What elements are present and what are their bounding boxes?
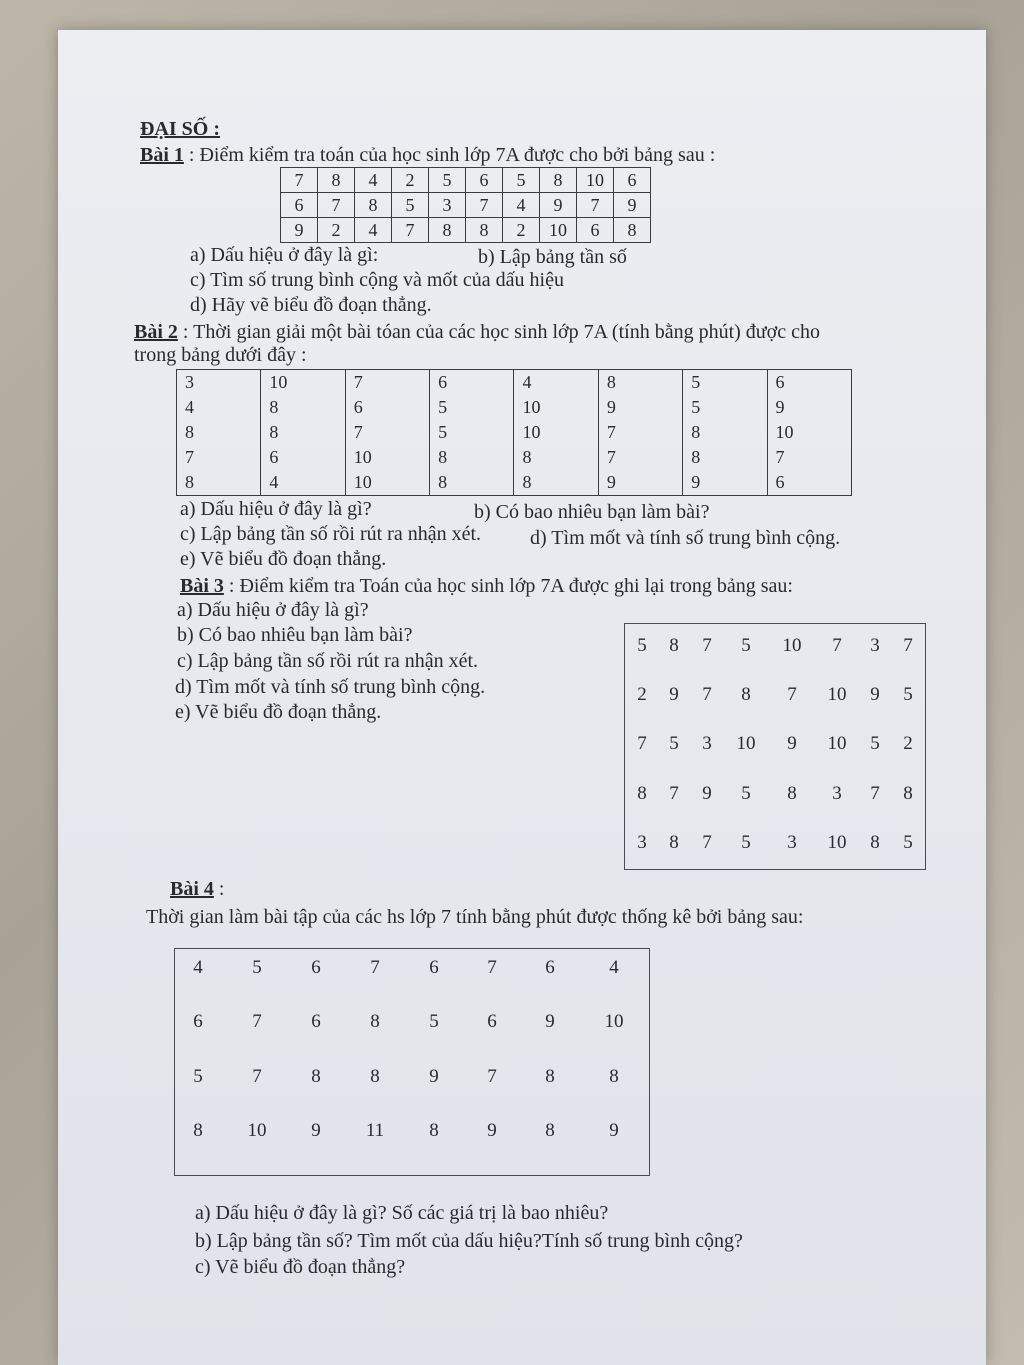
- bai1-table-cell: 8: [318, 168, 355, 193]
- bai2-table-row: [177, 445, 852, 470]
- bai3-question-c: c) Lập bảng tần số rồi rút ra nhận xét.: [177, 650, 479, 672]
- bai2-table-row: [177, 395, 852, 420]
- bai3-table-cell: 8: [903, 783, 913, 804]
- bai3-table-cell: 5: [669, 733, 679, 754]
- bai1-label: Bài 1: [140, 144, 184, 166]
- bai3-table-cell: 10: [827, 684, 847, 705]
- bai2-table-cell: 10: [345, 470, 429, 496]
- bai2-table-cell: 8: [177, 420, 261, 445]
- bai3-table-cell: 7: [787, 684, 797, 705]
- bai1-table-cell: 10: [577, 168, 614, 193]
- bai3-table-cell: 9: [870, 684, 880, 705]
- bai3-table-cell: 2: [637, 684, 647, 705]
- bai1-question-b: b) Lập bảng tần số: [478, 246, 627, 268]
- bai3-table-cell: 7: [903, 635, 913, 656]
- bai4-heading: [170, 877, 224, 901]
- bai3-table-cell: 7: [702, 684, 712, 705]
- bai1-table-cell: 5: [429, 168, 466, 193]
- bai4-table-cell: 6: [487, 1011, 497, 1032]
- bai1-table-cell: 9: [281, 218, 318, 243]
- bai2-table-cell: 8: [261, 395, 345, 420]
- bai2-table-cell: 4: [177, 395, 261, 420]
- bai2-table-cell: 6: [767, 370, 851, 396]
- bai4-table-cell: 10: [604, 1011, 624, 1032]
- bai3-question-d: d) Tìm mốt và tính số trung bình cộng.: [175, 676, 486, 698]
- bai4-table-cell: 7: [370, 957, 380, 978]
- bai3-table-cell: 7: [702, 832, 712, 853]
- bai4-table-cell: 10: [247, 1120, 267, 1141]
- bai3-table-cell: 7: [832, 635, 842, 656]
- bai2-table-cell: 6: [430, 370, 514, 396]
- bai3-table-cell: 10: [736, 733, 756, 754]
- bai4-table-cell: 8: [311, 1066, 321, 1087]
- bai4-table-cell: 6: [193, 1011, 203, 1032]
- bai2-table-cell: 7: [598, 420, 682, 445]
- bai2-table-cell: 8: [683, 420, 767, 445]
- bai1-table-cell: 8: [429, 218, 466, 243]
- bai3-table-cell: 3: [787, 832, 797, 853]
- bai2-table-cell: 8: [514, 470, 598, 496]
- bai4-intro: Thời gian làm bài tập của các hs lớp 7 tính bằng phút được thống kê bởi bảng sau:: [146, 906, 804, 928]
- bai1-table-cell: 10: [540, 218, 577, 243]
- bai4-table-cell: 9: [429, 1066, 439, 1087]
- bai4-table-cell: 8: [609, 1066, 619, 1087]
- bai2-table-cell: 5: [683, 395, 767, 420]
- bai2-table-cell: 7: [177, 445, 261, 470]
- bai1-table-cell: 7: [466, 193, 503, 218]
- bai1-table-cell: 8: [466, 218, 503, 243]
- bai1-question-a: a) Dấu hiệu ở đây là gì:: [190, 244, 379, 266]
- bai4-table-cell: 7: [252, 1066, 262, 1087]
- bai2-question-d: d) Tìm mốt và tính số trung bình cộng.: [530, 527, 841, 549]
- bai2-table-cell: 3: [177, 370, 261, 396]
- bai4-table-cell: 6: [429, 957, 439, 978]
- bai3-table-cell: 2: [903, 733, 913, 754]
- bai1-table-cell: 7: [281, 168, 318, 193]
- bai4-table-cell: 9: [609, 1120, 619, 1141]
- bai3-table-cell: 5: [903, 684, 913, 705]
- bai1-table-cell: 6: [614, 168, 651, 193]
- bai3-label: Bài 3: [180, 575, 224, 597]
- bai3-table-cell: 3: [870, 635, 880, 656]
- bai1-question-d: d) Hãy vẽ biểu đồ đoạn thẳng.: [190, 294, 432, 316]
- bai3-table-cell: 8: [787, 783, 797, 804]
- bai3-table-cell: 5: [637, 635, 647, 656]
- bai4-table-cell: 4: [609, 957, 619, 978]
- bai1-table-cell: 7: [318, 193, 355, 218]
- bai1-table-cell: 2: [318, 218, 355, 243]
- bai4-table-cell: 8: [429, 1120, 439, 1141]
- bai3-table-cell: 9: [787, 733, 797, 754]
- bai2-table-cell: 8: [261, 420, 345, 445]
- bai3-table-cell: 8: [741, 684, 751, 705]
- bai1-table-cell: 7: [577, 193, 614, 218]
- bai2-table-cell: 5: [683, 370, 767, 396]
- bai4-colon: :: [213, 878, 225, 900]
- bai4-table-cell: 8: [370, 1011, 380, 1032]
- bai2-table-cell: 5: [430, 395, 514, 420]
- bai3-table-cell: 7: [637, 733, 647, 754]
- bai3-heading: [180, 574, 793, 598]
- bai1-table-cell: 3: [429, 193, 466, 218]
- bai4-table-cell: 8: [370, 1066, 380, 1087]
- bai1-table-cell: 4: [355, 218, 392, 243]
- bai1-table-cell: 6: [577, 218, 614, 243]
- bai1-table-row: [281, 168, 651, 193]
- bai3-table-cell: 7: [702, 635, 712, 656]
- bai2-table-cell: 8: [683, 445, 767, 470]
- bai2-question-c: c) Lập bảng tần số rồi rút ra nhận xét.: [180, 523, 482, 545]
- bai4-table-cell: 6: [545, 957, 555, 978]
- bai2-table-cell: 6: [767, 470, 851, 496]
- bai1-table-cell: 6: [466, 168, 503, 193]
- bai4-table-cell: 4: [193, 957, 203, 978]
- bai3-table-cell: 10: [782, 635, 802, 656]
- bai3-table-cell: 7: [870, 783, 880, 804]
- bai3-table-cell: 9: [702, 783, 712, 804]
- bai2-table-cell: 7: [767, 445, 851, 470]
- bai2-table-cell: 9: [598, 470, 682, 496]
- bai2-table-cell: 9: [683, 470, 767, 496]
- bai3-table-cell: 8: [669, 635, 679, 656]
- bai1-table-cell: 7: [392, 218, 429, 243]
- bai2-table-cell: 7: [345, 420, 429, 445]
- bai2-heading: [134, 320, 820, 344]
- bai2-table-cell: 9: [598, 395, 682, 420]
- bai1-table-cell: 9: [614, 193, 651, 218]
- bai2-table-cell: 8: [430, 445, 514, 470]
- bai2-table-cell: 7: [345, 370, 429, 396]
- bai1-table-cell: 8: [540, 168, 577, 193]
- bai4-table-cell: 6: [311, 1011, 321, 1032]
- bai4-table-cell: 8: [193, 1120, 203, 1141]
- bai2-table-cell: 9: [767, 395, 851, 420]
- bai2-table-cell: 6: [261, 445, 345, 470]
- bai3-table-cell: 3: [637, 832, 647, 853]
- bai2-table-row: [177, 370, 852, 396]
- bai3-table-cell: 5: [870, 733, 880, 754]
- bai1-table-cell: 5: [392, 193, 429, 218]
- bai2-table-cell: 10: [345, 445, 429, 470]
- bai2-table-cell: 4: [261, 470, 345, 496]
- bai2-table-cell: 10: [767, 420, 851, 445]
- bai1-question-c: c) Tìm số trung bình cộng và mốt của dấu hiệu: [190, 269, 564, 291]
- bai1-table-row: [281, 193, 651, 218]
- bai2-question-b: b) Có bao nhiêu bạn làm bài?: [474, 501, 710, 523]
- bai4-table-cell: 7: [252, 1011, 262, 1032]
- bai3-table-cell: 3: [832, 783, 842, 804]
- bai1-table-cell: 6: [281, 193, 318, 218]
- bai2-table-cell: 6: [345, 395, 429, 420]
- bai3-table-cell: 5: [741, 635, 751, 656]
- bai1-table-cell: 8: [355, 193, 392, 218]
- bai1-table-cell: 8: [614, 218, 651, 243]
- bai3-question-e: e) Vẽ biểu đồ đoạn thẳng.: [175, 701, 382, 723]
- bai4-table-cell: 5: [252, 957, 262, 978]
- bai3-intro: : Điểm kiểm tra Toán của học sinh lớp 7A được ghi lại trong bảng sau:: [223, 575, 793, 597]
- bai2-table-cell: 5: [430, 420, 514, 445]
- bai1-table-cell: 2: [392, 168, 429, 193]
- bai4-table-cell: 7: [487, 1066, 497, 1087]
- bai1-heading: [140, 143, 715, 167]
- bai2-table: [176, 369, 852, 496]
- bai3-table-cell: 5: [741, 832, 751, 853]
- bai2-question-e: e) Vẽ biểu đồ đoạn thẳng.: [180, 548, 387, 570]
- bai1-table: [280, 167, 651, 243]
- bai4-question-c: c) Vẽ biểu đồ đoạn thẳng?: [195, 1256, 406, 1278]
- bai4-table-cell: 9: [545, 1011, 555, 1032]
- bai4-table-cell: 5: [193, 1066, 203, 1087]
- bai2-table-cell: 4: [514, 370, 598, 396]
- bai2-table-cell: 8: [430, 470, 514, 496]
- bai1-table-row: [281, 218, 651, 243]
- bai4-table-cell: 7: [487, 957, 497, 978]
- bai1-table-cell: 4: [355, 168, 392, 193]
- bai3-table-cell: 10: [827, 733, 847, 754]
- bai1-intro: : Điểm kiểm tra toán của học sinh lớp 7A được cho bởi bảng sau :: [183, 144, 716, 166]
- bai2-table-cell: 8: [598, 370, 682, 396]
- section-title: ĐẠI SỐ :: [140, 118, 221, 140]
- bai2-table-cell: 8: [177, 470, 261, 496]
- bai1-table-cell: 2: [503, 218, 540, 243]
- bai2-table-row: [177, 470, 852, 496]
- bai1-table-cell: 9: [540, 193, 577, 218]
- bai4-table-cell: 9: [487, 1120, 497, 1141]
- bai1-table-cell: 4: [503, 193, 540, 218]
- bai2-label: Bài 2: [134, 321, 178, 343]
- bai1-table-cell: 5: [503, 168, 540, 193]
- bai2-table-cell: 10: [514, 420, 598, 445]
- bai3-table-cell: 8: [669, 832, 679, 853]
- bai4-question-a: a) Dấu hiệu ở đây là gì? Số các giá trị là bao nhiêu?: [195, 1202, 609, 1224]
- bai2-intro-line2: trong bảng dưới đây :: [134, 344, 307, 366]
- bai2-question-a: a) Dấu hiệu ở đây là gì?: [180, 498, 372, 520]
- bai3-table-cell: 5: [903, 832, 913, 853]
- bai2-table-cell: 8: [514, 445, 598, 470]
- bai3-table-cell: 7: [669, 783, 679, 804]
- bai3-table-cell: 8: [637, 783, 647, 804]
- bai2-table-row: [177, 420, 852, 445]
- bai2-table-cell: 10: [514, 395, 598, 420]
- bai4-question-b: b) Lập bảng tần số? Tìm mốt của dấu hiệu?Tính số trung bình cộng?: [195, 1230, 743, 1252]
- bai3-table-cell: 5: [741, 783, 751, 804]
- bai2-table-cell: 10: [261, 370, 345, 396]
- bai4-table-cell: 11: [365, 1120, 385, 1141]
- bai4-table-cell: 5: [429, 1011, 439, 1032]
- bai4-table-cell: 9: [311, 1120, 321, 1141]
- bai3-table-cell: 8: [870, 832, 880, 853]
- bai4-table-cell: 8: [545, 1120, 555, 1141]
- bai2-table-cell: 7: [598, 445, 682, 470]
- bai3-table-cell: 3: [702, 733, 712, 754]
- bai3-question-a: a) Dấu hiệu ở đây là gì?: [177, 599, 369, 621]
- bai3-table-cell: 10: [827, 832, 847, 853]
- bai3-table-cell: 9: [669, 684, 679, 705]
- bai4-table-cell: 6: [311, 957, 321, 978]
- bai4-table-cell: 8: [545, 1066, 555, 1087]
- bai4-label: Bài 4: [170, 878, 214, 900]
- bai2-intro: : Thời gian giải một bài tóan của các học sinh lớp 7A (tính bằng phút) được cho: [177, 321, 820, 343]
- bai3-question-b: b) Có bao nhiêu bạn làm bài?: [177, 624, 413, 646]
